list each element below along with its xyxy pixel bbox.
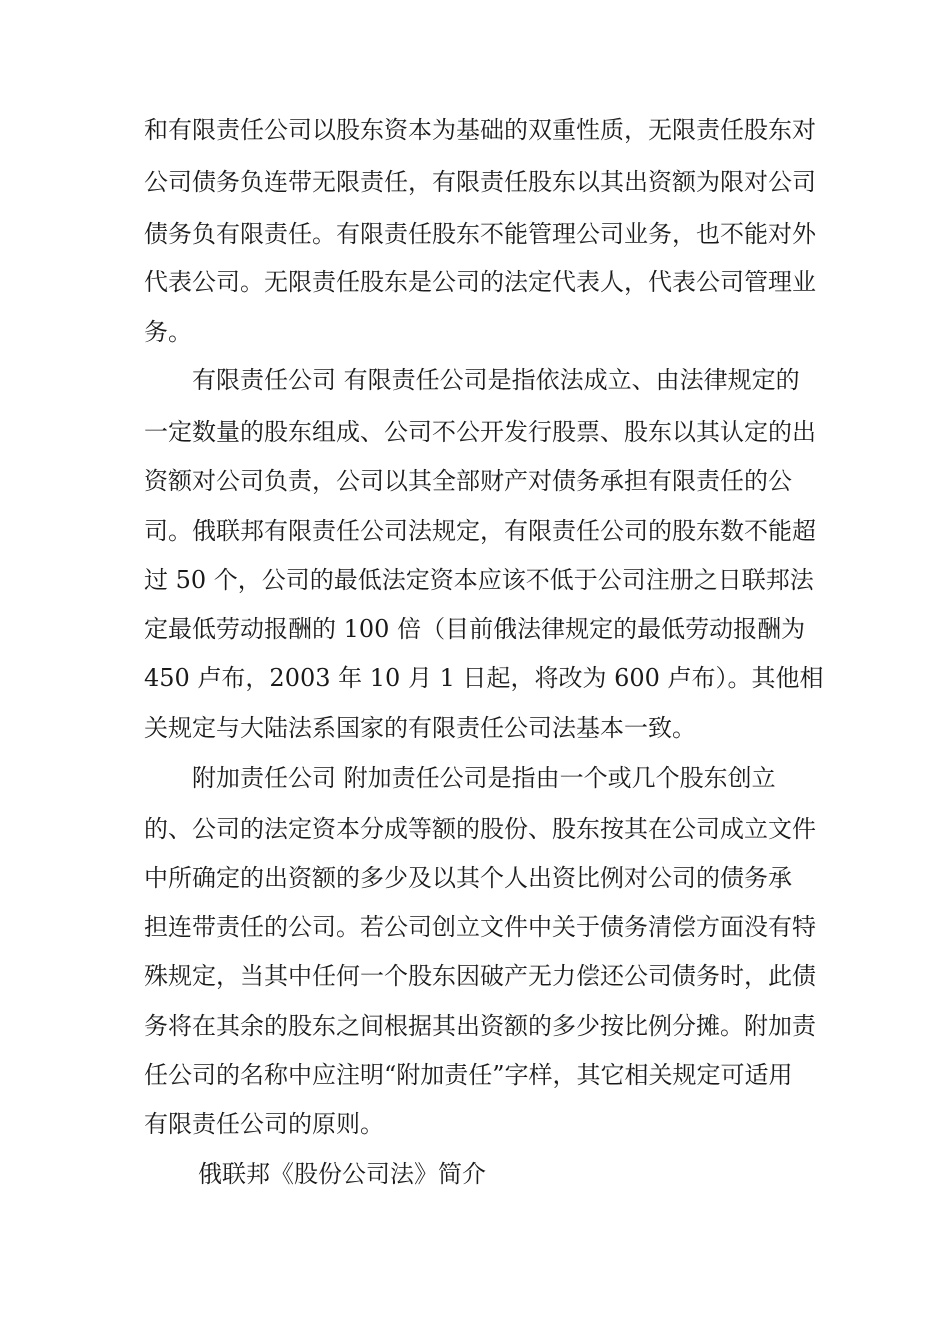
paragraph-3-line-1: 附加责任公司 附加责任公司是指由一个或几个股东创立	[192, 764, 776, 792]
paragraph-1-line-5: 务。	[144, 318, 192, 346]
paragraph-3-line-6: 务将在其余的股东之间根据其出资额的多少按比例分摊。附加责	[144, 1012, 816, 1040]
paragraph-3-line-4: 担连带责任的公司。若公司创立文件中关于债务清偿方面没有特	[144, 913, 816, 941]
paragraph-1-line-1: 和有限责任公司以股东资本为基础的双重性质，无限责任股东对	[144, 116, 816, 144]
paragraph-2-line-3: 资额对公司负责，公司以其全部财产对债务承担有限责任的公	[144, 467, 792, 495]
paragraph-3-line-2: 的、公司的法定资本分成等额的股份、股东按其在公司成立文件	[144, 815, 816, 843]
paragraph-2-line-5: 过 50 个，公司的最低法定资本应该不低于公司注册之日联邦法	[144, 566, 814, 594]
paragraph-1-line-2: 公司债务负连带无限责任，有限责任股东以其出资额为限对公司	[144, 168, 816, 196]
section-heading: 俄联邦《股份公司法》简介	[198, 1160, 486, 1188]
paragraph-1-line-4: 代表公司。无限责任股东是公司的法定代表人，代表公司管理业	[144, 268, 816, 296]
paragraph-1-line-3: 债务负有限责任。有限责任股东不能管理公司业务，也不能对外	[144, 220, 816, 248]
paragraph-3-line-3: 中所确定的出资额的多少及以其个人出资比例对公司的债务承	[144, 864, 792, 892]
paragraph-3-line-7: 任公司的名称中应注明“附加责任”字样，其它相关规定可适用	[144, 1061, 793, 1089]
paragraph-3-line-8: 有限责任公司的原则。	[144, 1110, 384, 1138]
paragraph-2-line-7: 450 卢布，2003 年 10 月 1 日起，将改为 600 卢布）。其他相	[144, 664, 824, 692]
paragraph-3-line-5: 殊规定，当其中任何一个股东因破产无力偿还公司债务时，此债	[144, 962, 816, 990]
paragraph-2-line-8: 关规定与大陆法系国家的有限责任公司法基本一致。	[144, 714, 696, 742]
paragraph-2-line-6: 定最低劳动报酬的 100 倍（目前俄法律规定的最低劳动报酬为	[144, 615, 806, 643]
paragraph-2-line-4: 司。俄联邦有限责任公司法规定，有限责任公司的股东数不能超	[144, 517, 816, 545]
paragraph-2-line-1: 有限责任公司 有限责任公司是指依法成立、由法律规定的	[192, 366, 800, 394]
paragraph-2-line-2: 一定数量的股东组成、公司不公开发行股票、股东以其认定的出	[144, 418, 816, 446]
